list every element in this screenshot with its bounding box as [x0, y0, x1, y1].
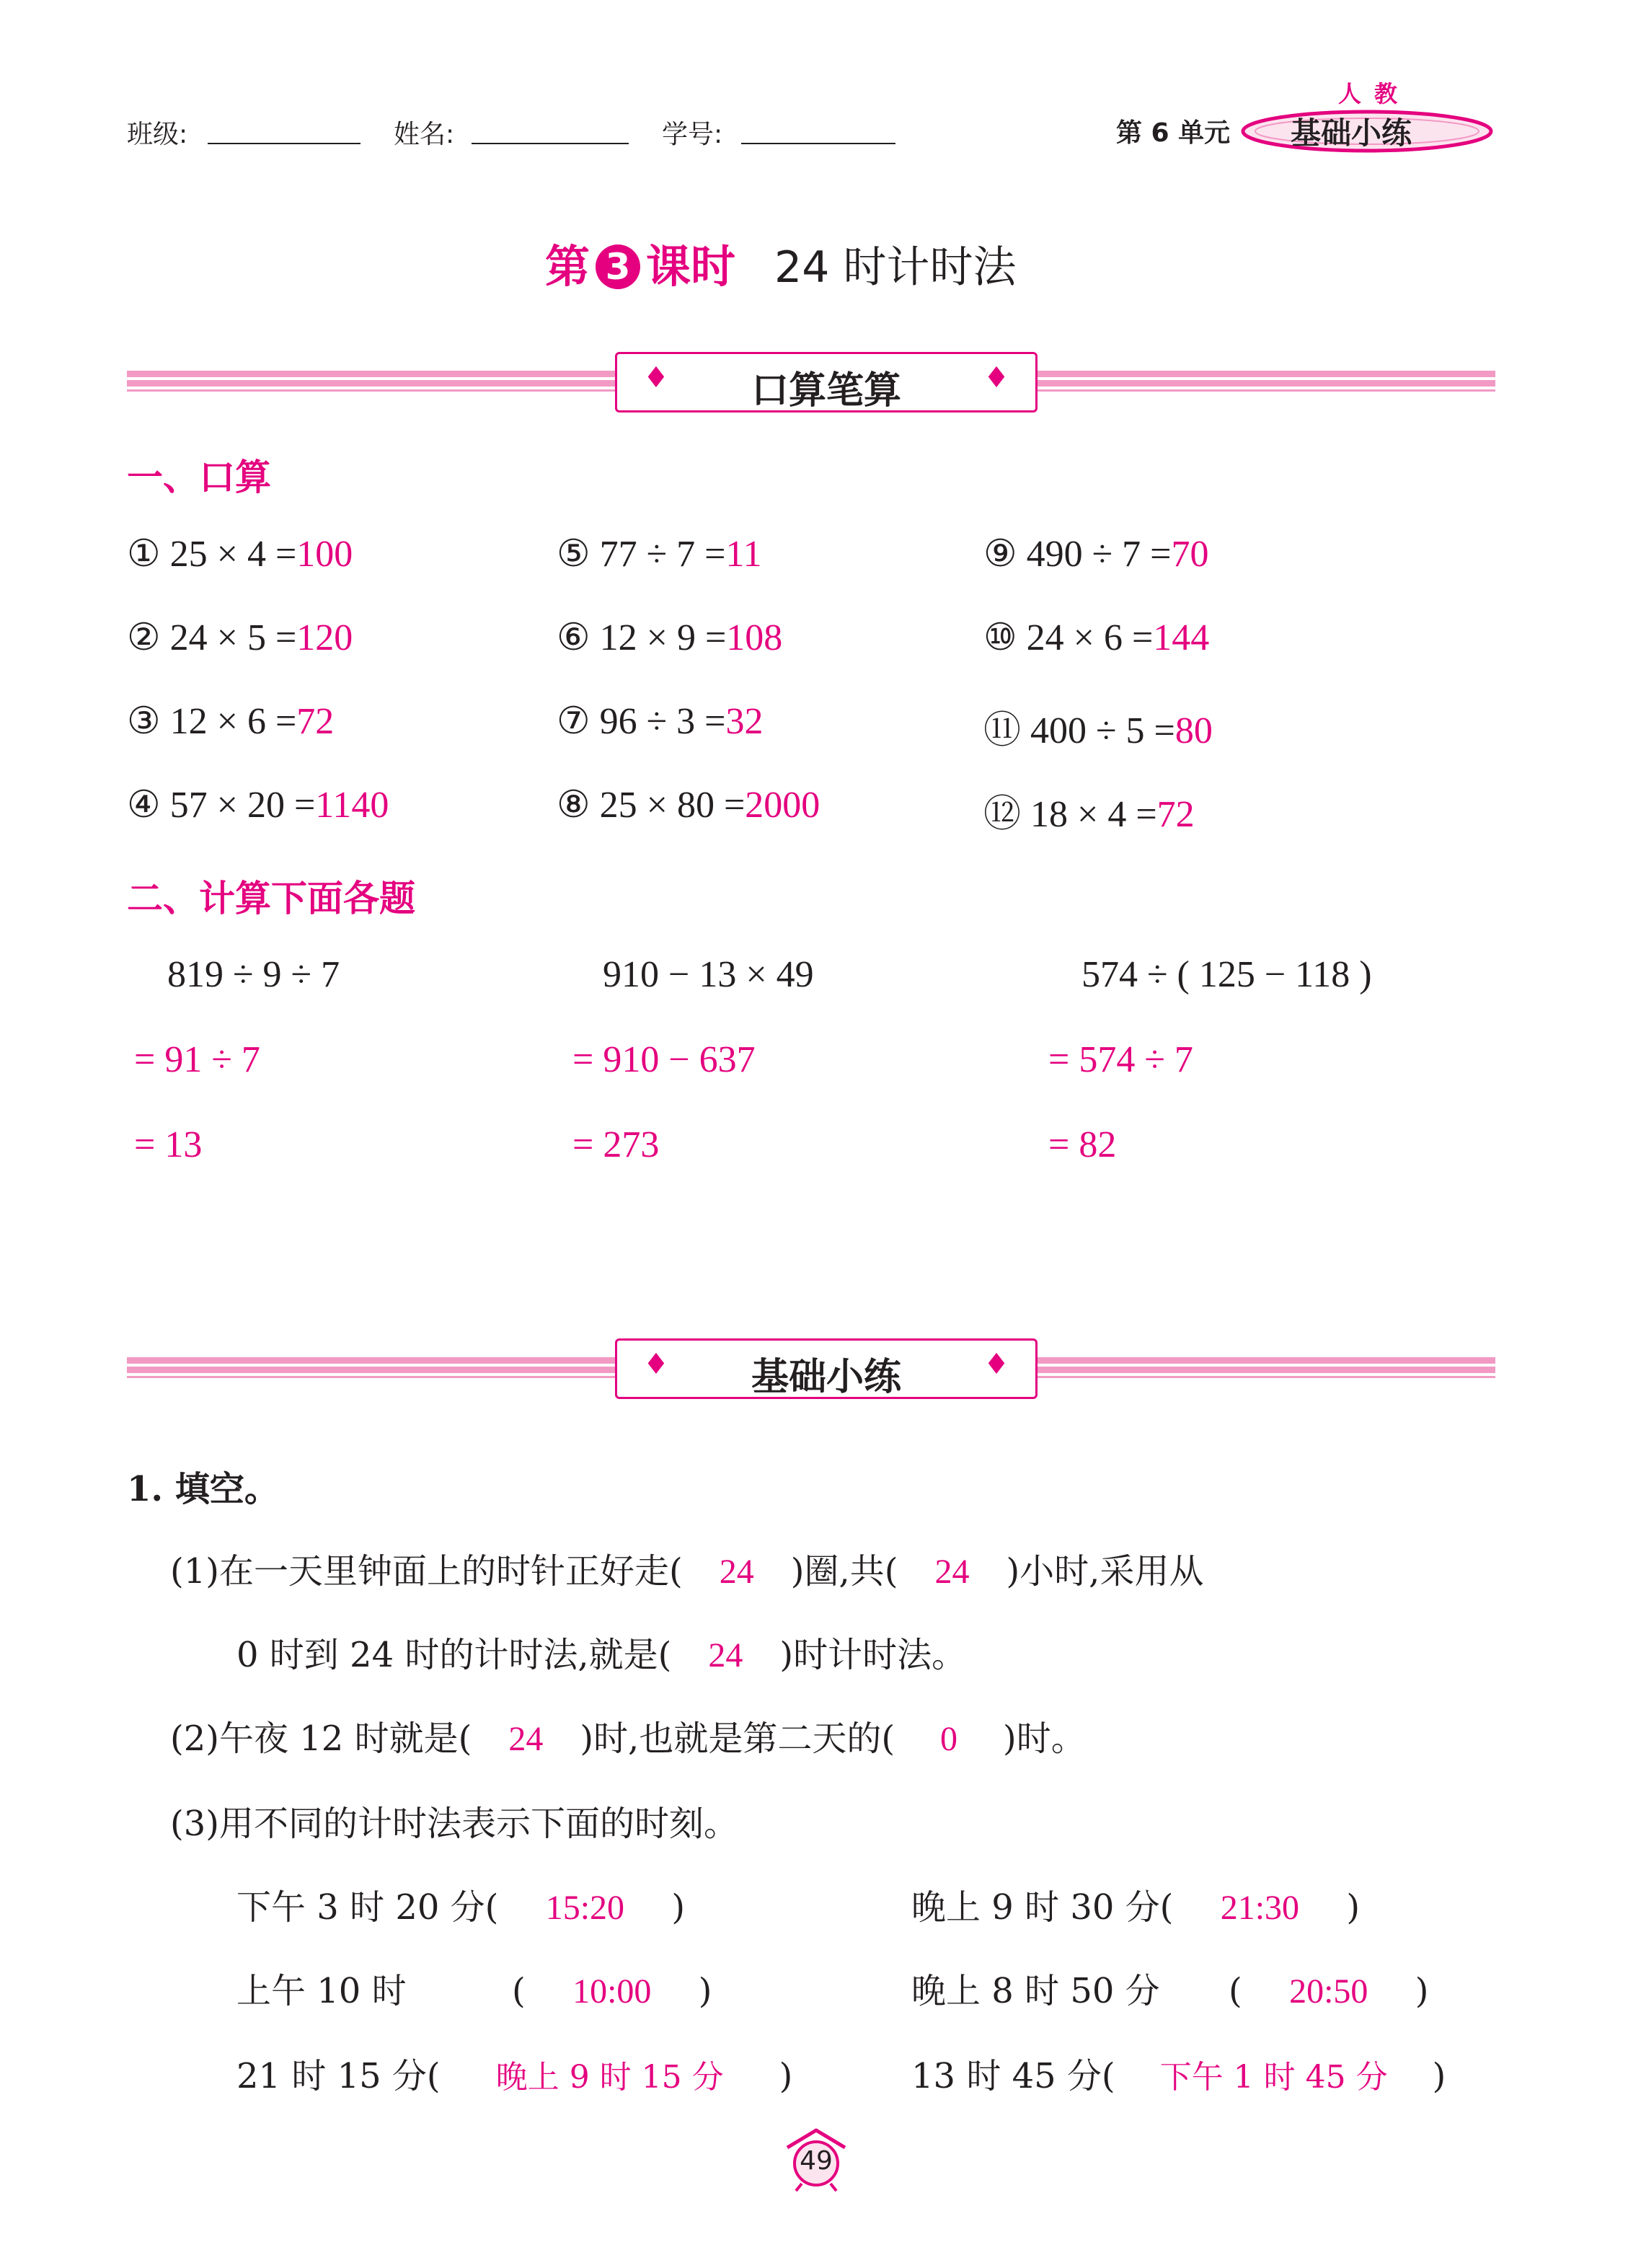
oral-item: ⑧ 25 × 80 =2000 — [557, 785, 820, 826]
answer: 21:30 — [1220, 1889, 1300, 1927]
answer: 0 — [940, 1720, 958, 1758]
time-item: 下午 3 时 20 分( 15:20 ) — [236, 1887, 686, 1928]
question-1-2: (2)午夜 12 时就是( 24 )时,也就是第二天的( 0 )时。 — [170, 1718, 1086, 1759]
oral-item: ⑩ 24 × 6 =144 — [983, 617, 1210, 658]
answer: 晚上 9 时 15 分 — [495, 2059, 724, 2096]
id-blank[interactable] — [741, 143, 895, 144]
problem-step: = 91 ÷ 7 — [134, 1039, 260, 1080]
series-title: 基础小练 — [1291, 115, 1412, 151]
time-item: 晚上 9 时 30 分( 21:30 ) — [911, 1887, 1361, 1928]
answer: 24 — [508, 1720, 544, 1758]
answer: 下午 1 时 45 分 — [1159, 2059, 1388, 2096]
name-blank[interactable] — [472, 143, 629, 144]
problem-step: = 574 ÷ 7 — [1048, 1039, 1193, 1080]
question-1-1: (1)在一天里钟面上的时针正好走( 24 )圈,共( 24 )小时,采用从 — [170, 1551, 1204, 1592]
oral-item: ⑫ 18 × 4 =72 — [983, 794, 1195, 835]
answer: 24 — [719, 1553, 754, 1591]
time-item: 晚上 8 时 50 分 ( 20:50 ) — [911, 1971, 1429, 2011]
answer: 144 — [1153, 617, 1210, 658]
question-1-title: 1. 填空。 — [127, 1469, 279, 1509]
answer: 24 — [934, 1553, 970, 1591]
name-label: 姓名: — [394, 120, 455, 149]
answer: 120 — [296, 617, 353, 658]
answer: 2000 — [745, 785, 820, 826]
answer: 24 — [708, 1636, 743, 1674]
oral-item: ⑪ 400 ÷ 5 =80 — [983, 710, 1213, 751]
answer: 15:20 — [545, 1889, 625, 1927]
answer: 80 — [1174, 710, 1213, 751]
lesson-title: 第 3 课时 24 时计时法 — [545, 240, 1017, 293]
oral-item: ① 25 × 4 =100 — [127, 534, 353, 575]
oral-item: ⑥ 12 × 9 =108 — [557, 617, 783, 658]
answer: 72 — [1156, 794, 1195, 835]
time-item: 上午 10 时 ( 10:00 ) — [236, 1971, 712, 2011]
oral-item: ⑦ 96 ÷ 3 =32 — [557, 701, 764, 742]
part1-title: 一、口算 — [127, 456, 271, 498]
unit-label: 第 6 单元 — [1116, 118, 1231, 148]
problem-step: = 910 − 637 — [572, 1039, 756, 1080]
answer: 72 — [296, 701, 335, 742]
oral-item: ⑨ 490 ÷ 7 =70 — [983, 534, 1209, 575]
oral-item: ③ 12 × 6 =72 — [127, 701, 335, 742]
question-1-3-title: (3)用不同的计时法表示下面的时刻。 — [170, 1804, 738, 1844]
id-label: 学号: — [662, 120, 723, 149]
publisher-label: 人教 — [1338, 80, 1411, 107]
answer: 20:50 — [1289, 1972, 1368, 2011]
problem-result: = 273 — [572, 1124, 660, 1165]
problem-result: = 82 — [1048, 1124, 1117, 1165]
time-item: 13 时 45 分( 下午 1 时 45 分 ) — [911, 2048, 1446, 2098]
problem-expression: 574 ÷ ( 125 − 118 ) — [1081, 954, 1372, 995]
section-banner-basic-practice: ♦ 基础小练 ♦ — [615, 1338, 1038, 1399]
question-1-1-cont: 0 时到 24 时的计时法,就是( 24 )时计时法。 — [236, 1635, 967, 1675]
part2-title: 二、计算下面各题 — [127, 878, 415, 919]
answer: 108 — [726, 617, 783, 658]
page-number: 49 — [800, 2146, 833, 2176]
oral-item: ② 24 × 5 =120 — [127, 617, 353, 658]
time-item: 21 时 15 分( 晚上 9 时 15 分 ) — [236, 2048, 792, 2098]
answer: 100 — [296, 534, 353, 575]
answer: 70 — [1171, 534, 1209, 575]
problem-expression: 819 ÷ 9 ÷ 7 — [167, 954, 340, 995]
lesson-number-badge: 3 — [596, 244, 640, 289]
answer: 1140 — [315, 785, 389, 826]
section-banner-oral-written: ♦ 口算笔算 ♦ — [615, 352, 1038, 412]
oral-item: ④ 57 × 20 =1140 — [127, 785, 389, 826]
answer: 10:00 — [572, 1972, 652, 2011]
problem-expression: 910 − 13 × 49 — [603, 954, 814, 995]
answer: 32 — [725, 701, 764, 742]
class-label: 班级: — [127, 120, 188, 149]
problem-result: = 13 — [134, 1124, 203, 1165]
oral-item: ⑤ 77 ÷ 7 =11 — [557, 534, 762, 575]
lesson-topic: 24 时计时法 — [774, 242, 1017, 293]
answer: 11 — [725, 534, 762, 575]
class-blank[interactable] — [208, 143, 360, 144]
